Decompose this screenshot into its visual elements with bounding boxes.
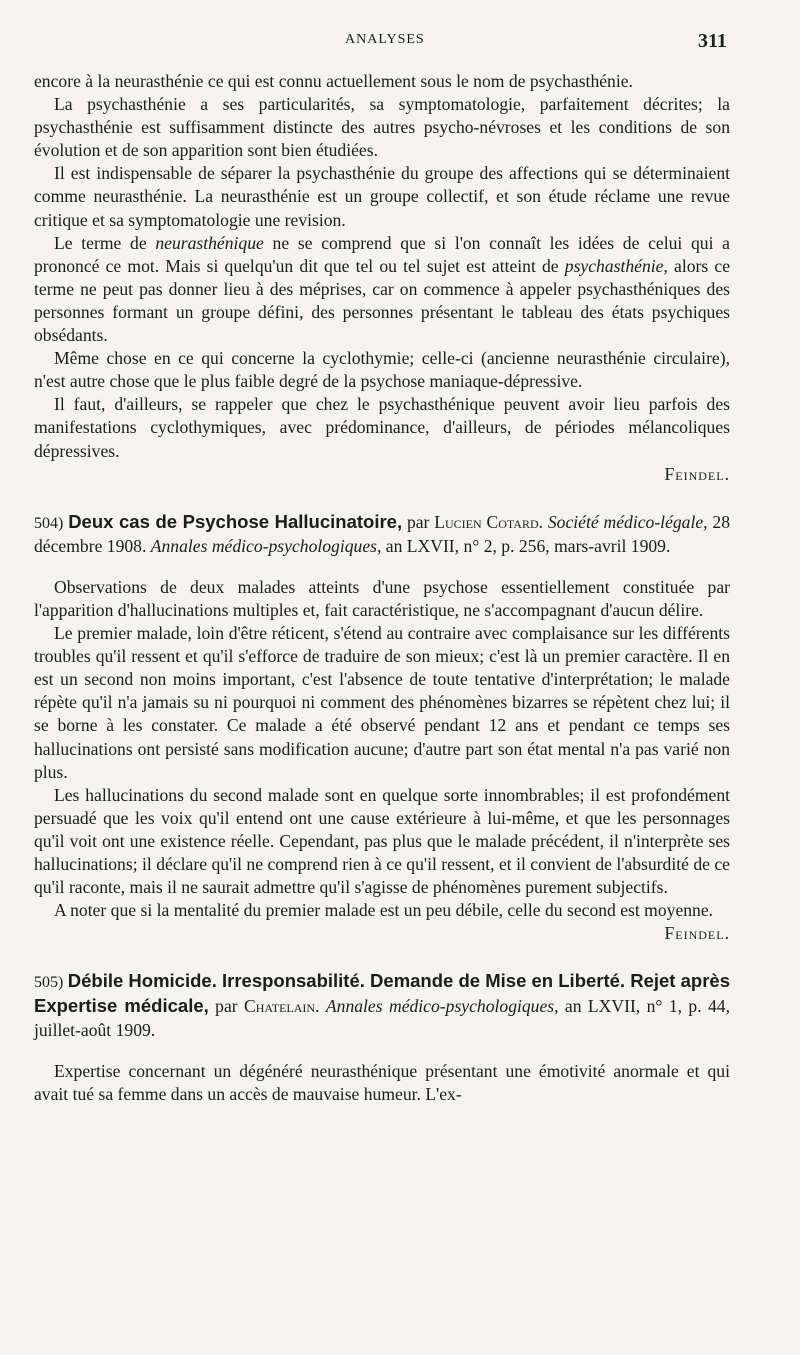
- paragraph: Même chose en ce qui concerne la cyclothymie; celle-ci (ancienne neurasthénie circulaire), n'est autre chose que le plus faible degré de la psychose maniaque-dépressive.: [34, 348, 730, 392]
- reference-source: Annales médico-psychologiques,: [150, 535, 382, 556]
- text-run: Il faut, d'ailleurs, se rappeler que chez le psychasthénique peuvent avoir lieu parfois des manifestations cyclothymiques, avec prédominance, d'ailleurs, de périodes mélancoliques dépressives.: [34, 394, 730, 461]
- text-run: ne se comprend que si l'on connaît les idées de celui qui a prononcé ce mot. Mais si quelqu'un dit que tel ou tel sujet est atteint de: [34, 232, 730, 276]
- text-run: Le terme de: [54, 232, 156, 253]
- abstract-504: [34, 510, 730, 946]
- reference-detail: an LXVII, n° 1, p. 44, juillet-août 1909.: [34, 996, 731, 1040]
- spacer: [34, 558, 730, 576]
- author: Lucien Cotard.: [434, 511, 544, 532]
- paragraph: Le premier malade, loin d'être réticent, s'étend au contraire avec complaisance sur les différents troubles qu'il ressent et qu'il s'efforce de traduire de son mieux; c'est là un premier caractère. Il en est un second non moins important, c'est l'absence de toute tentative d'interprétation; le malade répète qu'il n'a jamais su ni pourquoi ni comment des phénomènes bizarres se répètent chez lui; il se borne à les constater. Ce malade a été observé pendant 12 ans et pendant ce temps ses hallucinations ont persisté sans modification aucune; d'autre part son état mental n'a pas varié non plus.: [34, 623, 730, 782]
- running-title: ANALYSES: [345, 32, 425, 47]
- reference-source: Société médico-légale,: [547, 511, 708, 532]
- paragraph: encore à la neurasthénie ce qui est connu actuellement sous le nom de psychasthénie.: [34, 71, 633, 91]
- entry-title: Débile Homicide. Irresponsabilité. Demande de Mise en Liberté. Rejet après Expertise médicale,: [34, 970, 730, 1017]
- paragraph: Il est indispensable de séparer la psychasthénie du groupe des affections qui se déterminaient comme neurasthénie. La neurasthénie est un groupe collectif, et son étude réclame une revue critique et sa symptomatologie une revision.: [34, 163, 730, 230]
- reference-source: Annales médico-psychologiques,: [325, 996, 559, 1017]
- entry-number: 504): [34, 514, 64, 532]
- paragraph: [34, 232, 730, 347]
- emphasis-term: neurasthénique: [155, 232, 264, 253]
- reference-detail: 28 décembre 1908.: [34, 511, 731, 556]
- body-text: [34, 70, 730, 1106]
- entry-title: Deux cas de Psychose Hallucinatoire,: [68, 510, 403, 532]
- abstract-505: [34, 969, 730, 1105]
- signature: Feindel.: [664, 463, 730, 484]
- spacer: [34, 1042, 730, 1060]
- paragraph: La psychasthénie a ses particularités, sa symptomatologie, parfaitement décrites; la psychasthénie est suffisamment distincte des autres psycho-névroses et les conditions de son évolution et de son apparition sont bien étudiées.: [34, 94, 730, 161]
- entry-number: 505): [34, 974, 64, 992]
- reference-detail: an LXVII, n° 2, p. 256, mars-avril 1909.: [381, 535, 671, 556]
- entry-heading: [34, 510, 730, 558]
- page-number: 311: [698, 30, 727, 52]
- paragraph: A noter que si la mentalité du premier malade est un peu débile, celle du second est moyenne.: [54, 900, 714, 921]
- author: Chatelain.: [244, 996, 320, 1017]
- text-run: par: [208, 996, 245, 1017]
- paragraph: [34, 393, 730, 462]
- paragraph: Observations de deux malades atteints d'une psychose essentiellement constituée par l'apparition d'hallucinations multiples et, fait caractéristique, ne s'accompagnant d'aucun délire.: [34, 576, 730, 620]
- paragraph: Expertise concernant un dégénéré neurasthénique présentant une émotivité anormale et qui avait tué sa femme dans un accès de mauvaise humeur. L'ex-: [34, 1060, 730, 1104]
- signature: Feindel.: [664, 923, 730, 944]
- entry-heading: [34, 969, 730, 1041]
- text-run: , alors ce terme ne peut pas donner lieu à des méprises, car on commence à appeler psychasthéniques des personnes formant un groupe défini, des personnes présentant le tableau des états psychiques obsédants.: [34, 255, 731, 346]
- emphasis-term: psychasthénie: [564, 255, 664, 276]
- running-head: [0, 30, 800, 54]
- text-run: par: [402, 511, 435, 532]
- paragraph: Les hallucinations du second malade sont en quelque sorte innombrables; il est profondément persuadé que les voix qu'il entend ont une cause extérieure à lui-même, et que les personnages qu'il voit ont une existence réelle. Cependant, pas plus que le malade précédent, il n'interprète ses hallucinations; il déclare qu'il ne comprend rien à ce qu'il ressent, et il convient de l'absurdité de ce qu'il raconte, mais il ne saurait admettre qu'il s'agisse de phénomènes purement subjectifs.: [34, 784, 730, 898]
